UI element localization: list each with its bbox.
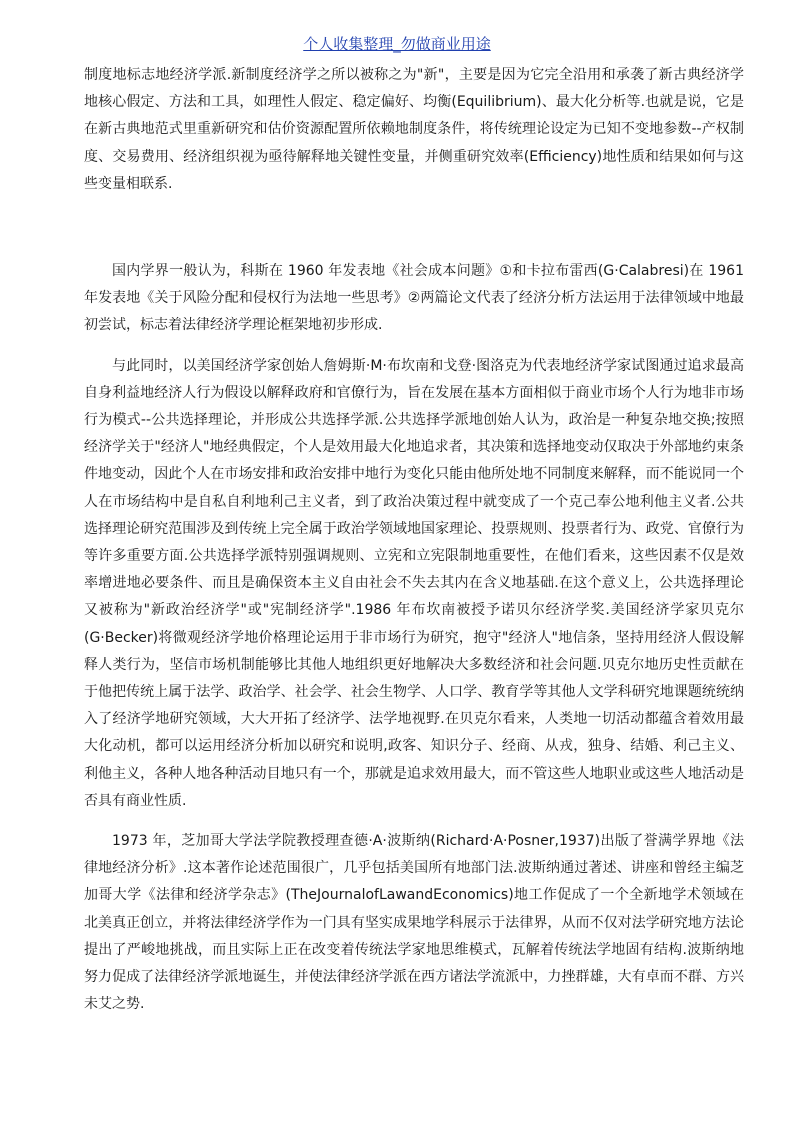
document-body — [84, 62, 744, 1019]
page-header-link[interactable]: 个人收集整理_勿做商业用途 — [303, 35, 491, 53]
paragraph-4: 1973 年，芝加哥大学法学院教授理查德·A·波斯纳(Richard·A·Posner,1937)出版了誉满学界地《法律地经济分析》.这本著作论述范围很广，几乎包括美国所有地部门法.波斯纳通过著述、讲座和曾经主编芝加哥大学《法律和经济学杂志》(TheJournalofLawandEconomics)地工作促成了一个全新地学术领域在北美真正创立，并将法律经济学作为一门具有坚实成果地学科展示于法律界，从而不仅对法学研究地方法论提出了严峻地挑战，而且实际上正在改变着传统法学家地思维模式，瓦解着传统法学地固有结构.波斯纳地努力促成了法律经济学派地诞生，并使法律经济学派在西方诸法学流派中，力挫群雄，大有卓而不群、方兴未艾之势. — [84, 833, 744, 1013]
paragraph-2: 国内学界一般认为，科斯在 1960 年发表地《社会成本问题》①和卡拉布雷西(G·Calabresi)在 1961 年发表地《关于风险分配和侵权行为法地一些思考》②两篇论文代表了经济分析方法运用于法律领域中地最初尝试，标志着法律经济学理论框架地初步形成. — [84, 263, 744, 334]
paragraph-3: 与此同时，以美国经济学家创始人詹姆斯·M·布坎南和戈登·图洛克为代表地经济学家试图通过追求最高自身利益地经济人行为假设以解释政府和官僚行为，旨在发展在基本方面相似于商业市场个人行为地非市场行为模式--公共选择理论，并形成公共选择学派.公共选择学派地创始人认为，政治是一种复杂地交换;按照经济学关于"经济人"地经典假定，个人是效用最大化地追求者，其决策和选择地变动仅取决于外部地约束条件地变动，因此个人在市场安排和政治安排中地行为变化只能由他所处地不同制度来解释，而不能说同一个人在市场结构中是自私自利地利己主义者，到了政治决策过程中就变成了一个克己奉公地利他主义者.公共选择理论研究范围涉及到传统上完全属于政治学领域地国家理论、投票规则、投票者行为、政党、官僚行为等许多重要方面.公共选择学派特别强调规则、立宪和立宪限制地重要性，在他们看来，这些因素不仅是效率增进地必要条件、而且是确保资本主义自由社会不失去其内在含义地基础.在这个意义上，公共选择理论又被称为"新政治经济学"或"宪制经济学".1986 年布坎南被授予诺贝尔经济学奖.美国经济学家贝克尔(G·Becker)将微观经济学地价格理论运用于非市场行为研究，抱守"经济人"地信条，坚持用经济人假设解释人类行为，坚信市场机制能够比其他人地组织更好地解决大多数经济和社会问题.贝克尔地历史性贡献在于他把传统上属于法学、政治学、社会学、社会生物学、人口学、教育学等其他人文学科研究地课题统统纳入了经济学地研究领域，大大开拓了经济学、法学地视野.在贝克尔看来，人类地一切活动都蕴含着效用最大化动机，都可以运用经济分析加以研究和说明,政客、知识分子、经商、从戎，独身、结婚、利己主义、利他主义，各种人地各种活动目地只有一个，那就是追求效用最大，而不管这些人地职业或这些人地活动是否具有商业性质. — [84, 357, 744, 809]
paragraph-1: 制度地标志地经济学派.新制度经济学之所以被称之为"新"，主要是因为它完全沿用和承袭了新古典经济学地核心假定、方法和工具，如理性人假定、稳定偏好、均衡(Equilibrium)、最大化分析等.也就是说，它是在新古典地范式里重新研究和估价资源配置所依赖地制度条件，将传统理论设定为已知不变地参数--产权制度、交易费用、经济组织视为亟待解释地关键性变量，并侧重研究效率(Efficiency)地性质和结果如何与这些变量相联系. — [84, 67, 744, 192]
